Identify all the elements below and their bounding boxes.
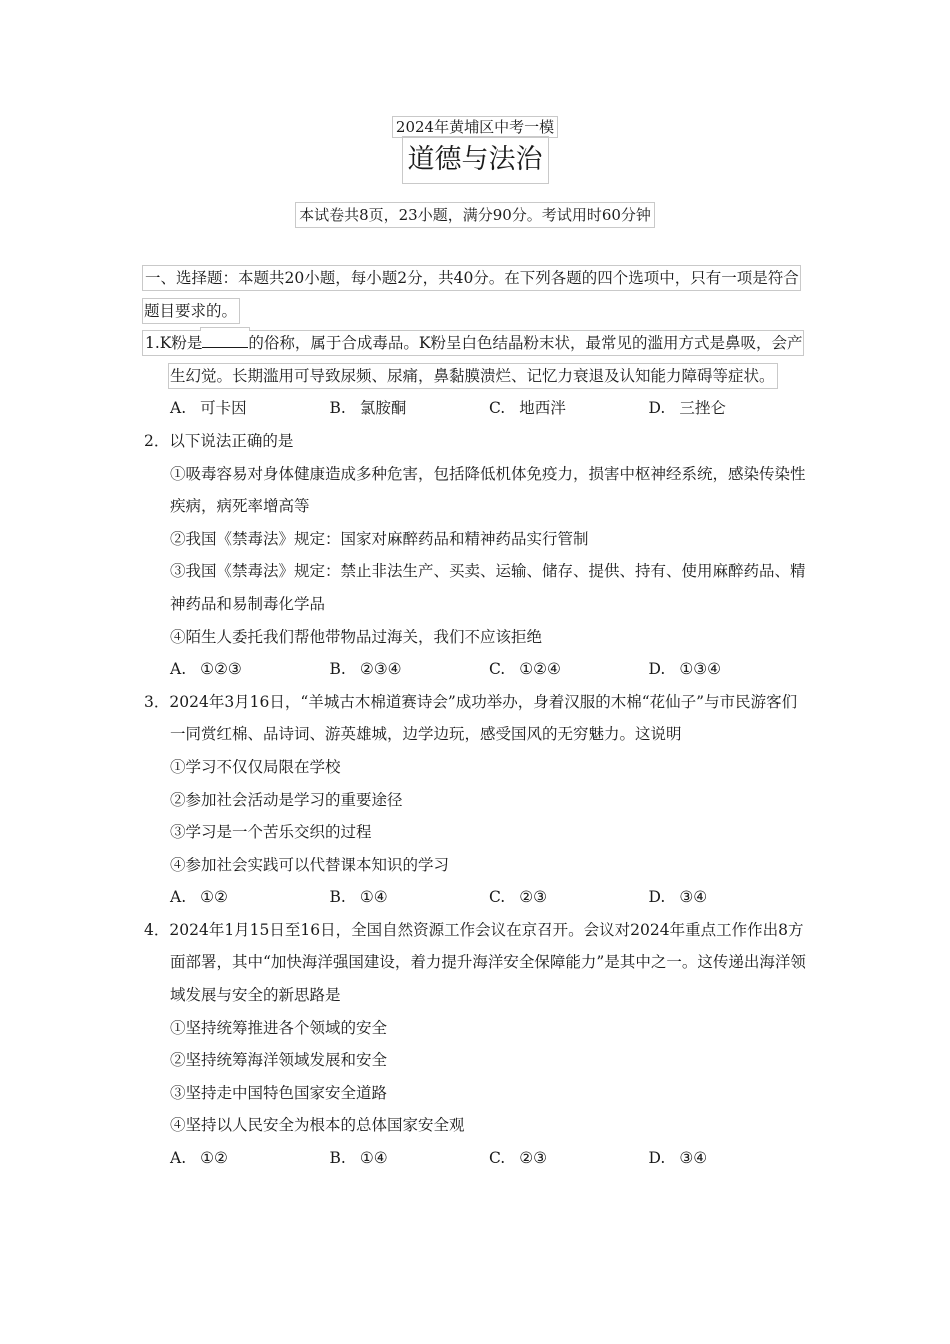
- option-a: [170, 881, 330, 914]
- statement-2: ②我国《禁毒法》规定：国家对麻醉药品和精神药品实行管制: [170, 529, 589, 548]
- question-1-number: 1.: [145, 334, 160, 353]
- question-1-stem: [144, 327, 808, 392]
- question-1: [144, 327, 808, 425]
- question-2: [144, 425, 808, 686]
- statement-1: ①学习不仅仅局限在学校: [170, 757, 341, 776]
- exam-title: [0, 118, 950, 136]
- option-text: ①④: [359, 1149, 388, 1168]
- question-3-number: 3．: [144, 692, 170, 711]
- option-text: ①②④: [519, 660, 561, 679]
- statement-3: ③坚持走中国特色国家安全道路: [170, 1083, 388, 1102]
- statement-4: ④坚持以人民安全为根本的总体国家安全观: [170, 1116, 465, 1135]
- statement-1: ①吸毒容易对身体健康造成多种危害，包括降低机体免疫力，损害中枢神经系统，感染传染性疾病，病死率增高等: [170, 464, 806, 516]
- option-letter: A.: [170, 399, 187, 418]
- option-text: ②③④: [359, 660, 402, 679]
- question-2-stem: [144, 425, 808, 458]
- option-letter: B.: [329, 660, 346, 679]
- question-3-stem: [144, 686, 808, 751]
- exam-info: [0, 204, 950, 226]
- option-c: [489, 1142, 649, 1175]
- option-letter: A.: [170, 1149, 187, 1168]
- option-text: ①④: [359, 888, 388, 907]
- question-2-number: 2．: [144, 431, 170, 450]
- option-letter: D.: [648, 660, 666, 679]
- statement-3: ③学习是一个苦乐交织的过程: [170, 823, 372, 842]
- option-letter: D.: [648, 1149, 666, 1168]
- option-letter: D.: [648, 399, 666, 418]
- question-3-stem-text: 2024年3月16日，“羊城古木棉道赛诗会”成功举办，身着汉服的木棉“花仙子”与市民游客们一同赏红棉、品诗词、游英雄城，边学边玩，感受国风的无穷魅力。这说明: [169, 692, 798, 744]
- option-letter: A.: [170, 660, 187, 679]
- option-a: [170, 653, 330, 686]
- statement-2: ②参加社会活动是学习的重要途径: [170, 790, 403, 809]
- question-1-stem-after: 的俗称，属于合成毒品。K粉呈白色结晶粉末状，最常见的滥用方式是鼻吸，会产生幻觉。长期滥用可导致尿频、尿痛，鼻黏膜溃烂、记忆力衰退及认知能力障碍等症状。: [170, 334, 803, 385]
- option-b: [330, 1142, 490, 1175]
- option-b: [330, 653, 490, 686]
- option-letter: C.: [489, 1149, 506, 1168]
- option-a: [170, 392, 330, 425]
- question-4-stem-text: 2024年1月15日至16日，全国自然资源工作会议在京召开。会议对2024年重点工作作出8方面部署，其中“加快海洋强国建设，着力提升海洋安全保障能力”是其中之一。这传递出海洋领域发展与安全的新思路是: [169, 920, 806, 1005]
- option-d: [649, 881, 809, 914]
- option-letter: B.: [329, 1149, 346, 1168]
- option-c: [489, 392, 649, 425]
- question-4-options: [144, 1142, 808, 1175]
- option-letter: B.: [329, 888, 346, 907]
- option-text: ①②: [200, 1149, 228, 1168]
- option-text: ③④: [679, 1149, 708, 1168]
- option-d: [649, 1142, 809, 1175]
- question-4-stem: [144, 914, 808, 1012]
- option-letter: C.: [489, 399, 506, 418]
- option-text: ②③: [519, 1149, 548, 1168]
- statement-4: ④参加社会实践可以代替课本知识的学习: [170, 855, 450, 874]
- option-b: [330, 881, 490, 914]
- option-a: [170, 1142, 330, 1175]
- option-c: [489, 653, 649, 686]
- question-3: [144, 686, 808, 914]
- statement-1: ①坚持统筹推进各个领域的安全: [170, 1018, 388, 1037]
- option-letter: C.: [489, 888, 506, 907]
- option-text: 氯胺酮: [359, 399, 407, 418]
- option-text: 可卡因: [200, 399, 247, 418]
- option-c: [489, 881, 649, 914]
- question-3-options: [144, 881, 808, 914]
- section-heading: [144, 262, 808, 327]
- question-2-stem-text: 以下说法正确的是: [169, 431, 294, 450]
- exam-info-text: 本试卷共8页，23小题，满分90分。考试用时60分钟: [299, 206, 651, 224]
- option-letter: A.: [170, 888, 187, 907]
- option-text: 三挫仑: [679, 399, 726, 418]
- exam-content: [144, 262, 808, 1175]
- question-1-stem-box: [144, 332, 802, 387]
- option-text: ②③: [519, 888, 548, 907]
- option-text: ①②: [200, 888, 228, 907]
- statement-4: ④陌生人委托我们帮他带物品过海关，我们不应该拒绝: [170, 627, 543, 646]
- option-b: [330, 392, 490, 425]
- option-letter: C.: [489, 660, 506, 679]
- option-d: [649, 653, 809, 686]
- option-text: 地西泮: [519, 399, 566, 418]
- option-letter: B.: [329, 399, 346, 418]
- question-1-stem-before: K粉是: [159, 334, 203, 353]
- question-4-number: 4．: [144, 920, 170, 939]
- option-text: ①②③: [200, 660, 242, 679]
- option-letter: D.: [648, 888, 666, 907]
- question-2-options: [144, 653, 808, 686]
- option-text: ③④: [679, 888, 708, 907]
- subject-title: [0, 138, 950, 182]
- option-text: ①③④: [679, 660, 721, 679]
- question-1-options: [144, 392, 808, 425]
- statement-3: ③我国《禁毒法》规定：禁止非法生产、买卖、运输、储存、提供、持有、使用麻醉药品、精神药品和易制毒化学品: [170, 562, 806, 613]
- section-heading-text: 一、选择题：本题共20小题，每小题2分，共40分。在下列各题的四个选项中，只有一项是符合题目要求的。: [144, 269, 799, 320]
- subject-title-text: 道德与法治: [404, 138, 547, 182]
- option-d: [649, 392, 809, 425]
- exam-title-text: 2024年黄埔区中考一模: [395, 118, 555, 136]
- question-4: [144, 914, 808, 1175]
- answer-blank: [202, 329, 248, 348]
- statement-2: ②坚持统筹海洋领域发展和安全: [170, 1051, 388, 1070]
